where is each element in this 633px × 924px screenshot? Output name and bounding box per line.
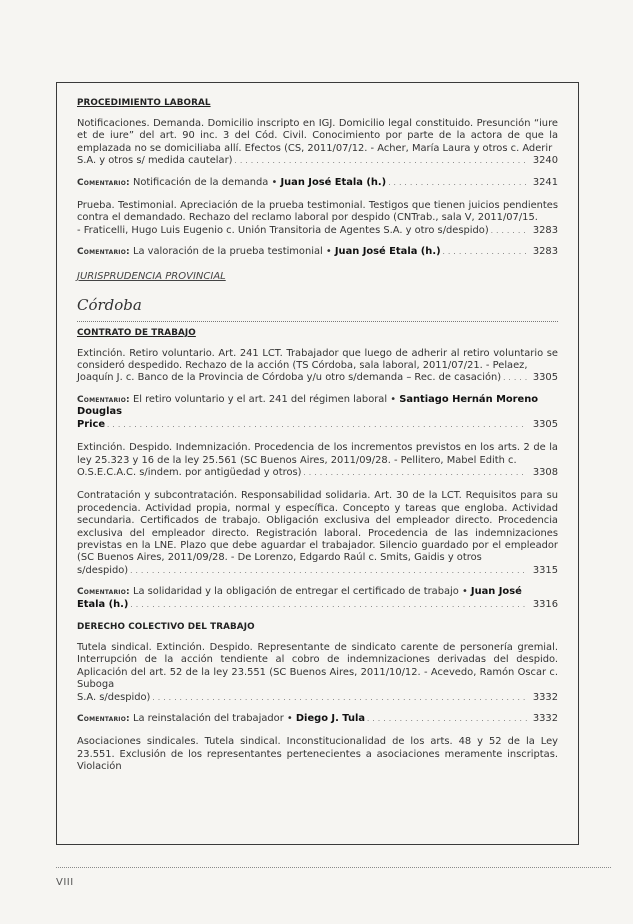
comment-entry	[77, 713, 558, 725]
page-number[interactable]: 3305	[532, 418, 558, 430]
page-number[interactable]: 3332	[532, 691, 558, 703]
entry-text: Asociaciones sindicales. Tutela sindical. Inconstitucionalidad de los arts. 48 y 52 de la Ley 23.551. Exclusión de los representantes pertenecientes a asociaciones meramente inscriptas. Violación	[77, 736, 558, 773]
dot-leader	[130, 565, 527, 577]
index-entry-extincion-retiro	[77, 348, 558, 373]
page-number[interactable]: 3283	[532, 246, 558, 258]
section-heading-contrato-de-trabajo: CONTRATO DE TRABAJO	[77, 327, 196, 338]
index-entry-contratacion	[77, 490, 558, 564]
comment-label: Comentario:	[77, 177, 130, 188]
dot-leader	[130, 599, 526, 611]
comment-author-cont: Etala (h.)	[77, 598, 129, 610]
entry-text: Contratación y subcontratación. Responsabilidad solidaria. Art. 30 de la LCT. Requisitos para su procedencia. Actividad propia, normal y específica. Concepto y tareas que engloba. Actividad secundaria. Certificados de trabajo. Obligación exclusiva del empleador directo. Procedencia exclusiva del empleador directo. Registración laboral. Procedencia de las indemnizaciones previstas en la LNE. Plazo que debe aguardar el trabajador. Silencio guardado por el empleador (SC Buenos Aires, 2011/09/28. - De Lorenzo, Edgardo Raúl c. Smits, Gaidis y otros	[77, 490, 558, 564]
index-entry-extincion-despido	[77, 442, 558, 467]
province-heading-cordoba: Córdoba	[77, 295, 142, 314]
section-heading-jurisprudencia-provincial: JURISPRUDENCIA PROVINCIAL	[77, 270, 226, 282]
comment-ref-line	[77, 419, 558, 431]
page-number[interactable]: 3315	[532, 564, 558, 576]
entry-text: Extinción. Retiro voluntario. Art. 241 LCT. Trabajador que luego de adherir al retiro voluntario se consideró despedido. Rechazo de la acción (TS Córdoba, sala laboral, 2011/07/21. - Pelaez,	[77, 347, 558, 372]
entry-last-line: Joaquín J. c. Banco de la Provincia de Córdoba y/u otro s/demanda – Rec. de casación)	[77, 372, 502, 384]
comment-title: La solidaridad y la obligación de entregar el certificado de trabajo •	[132, 586, 471, 598]
page-folio: VIII	[56, 877, 74, 888]
comment-author: Juan José Etala (h.)	[334, 246, 441, 258]
dotted-divider	[77, 321, 558, 322]
comment-title: Notificación de la demanda •	[132, 176, 281, 188]
comment-title: La reinstalación del trabajador •	[132, 713, 296, 724]
page-number[interactable]: 3241	[532, 176, 558, 188]
comment-title: La valoración de la prueba testimonial •	[132, 246, 335, 258]
index-entry-ref-line	[77, 565, 558, 577]
comment-author: Juan José Etala (h.)	[280, 176, 387, 188]
page-number[interactable]: 3305	[532, 372, 558, 384]
comment-entry	[77, 394, 558, 419]
index-entry-ref-line	[77, 692, 558, 704]
dot-leader	[303, 467, 526, 479]
entry-last-line: s/despido)	[77, 564, 129, 576]
section-heading-derecho-colectivo: DERECHO COLECTIVO DEL TRABAJO	[77, 621, 255, 632]
dot-leader	[367, 713, 527, 725]
page-number[interactable]: 3308	[532, 466, 558, 478]
dot-leader	[152, 692, 526, 704]
comment-author: Diego J. Tula	[295, 713, 366, 724]
index-entry-asociaciones-sindicales	[77, 736, 558, 773]
entry-last-line: S.A. y otros s/ medida cautelar)	[77, 155, 233, 167]
comment-author: Santiago Hernán Moreno Douglas	[77, 393, 539, 418]
entry-last-line: O.S.E.C.A.C. s/indem. por antigüedad y otros)	[77, 466, 302, 478]
entry-last-line: S.A. s/despido)	[77, 691, 151, 703]
page-number[interactable]: 3332	[532, 713, 558, 724]
index-entry-prueba	[77, 200, 558, 225]
entry-text: Tutela sindical. Extinción. Despido. Representante de sindicato carente de personería gremial. Interrupción de la acción tendiente al cobro de indemnizaciones derivadas del despido. Aplicación del art. 52 de la ley 23.551 (SC Buenos Aires, 2011/10/12. - Acevedo, Ramón Oscar c. Suboga	[77, 641, 558, 691]
index-box	[56, 82, 579, 845]
index-entry-notificaciones	[77, 118, 558, 155]
comment-label: Comentario:	[77, 247, 130, 258]
entry-text: Extinción. Despido. Indemnización. Procedencia de los incrementos previstos en los arts. 2 de la ley 25.323 y 16 de la ley 25.561 (SC Buenos Aires, 2011/09/28. - Pellitero, Mabel Edith c.	[77, 442, 558, 466]
page-number[interactable]: 3240	[532, 155, 558, 167]
comment-author-cont: Price	[77, 418, 106, 430]
comment-entry	[77, 246, 558, 258]
dot-leader	[503, 372, 527, 384]
page-number[interactable]: 3283	[532, 224, 558, 236]
index-entry-ref-line	[77, 467, 558, 479]
comment-label: Comentario:	[77, 714, 130, 724]
dot-leader	[443, 246, 527, 258]
entry-text: Prueba. Testimonial. Apreciación de la prueba testimonial. Testigos que tienen juicios pendientes contra el demandado. Rechazo del reclamo laboral por despido (CNTrab., sala V, 2011/07/15.	[77, 200, 558, 224]
dot-leader	[388, 177, 527, 189]
index-entry-ref-line	[77, 225, 558, 237]
footer-dotted-rule	[56, 867, 611, 868]
comment-entry	[77, 177, 558, 189]
dot-leader	[491, 225, 527, 237]
entry-last-line: - Fraticelli, Hugo Luis Eugenio c. Unión Transitoria de Agentes S.A. y otro s/despido)	[77, 224, 489, 236]
index-entry-ref-line	[77, 372, 558, 384]
index-entry-ref-line	[77, 155, 558, 167]
comment-author: Juan José	[470, 586, 522, 598]
index-entry-tutela-sindical	[77, 642, 558, 692]
comment-label: Comentario:	[77, 587, 130, 598]
dot-leader	[107, 419, 527, 431]
dot-leader	[235, 155, 527, 167]
comment-title: El retiro voluntario y el art. 241 del régimen laboral •	[132, 393, 400, 405]
comment-label: Comentario:	[77, 394, 130, 405]
entry-text: Notificaciones. Demanda. Domicilio inscripto en IGJ. Domicilio legal constituido. Presunción “iure et de iure” del art. 90 inc. 3 del Cód. Civil. Conocimiento por parte de la actora de que la emplazada no se domiciliaba allí. Efectos (CS, 2011/07/12. - Acher, María Laura y otros c. Aderir	[77, 118, 558, 154]
comment-ref-line	[77, 599, 558, 611]
comment-entry	[77, 586, 558, 598]
section-heading-procedimiento-laboral: PROCEDIMIENTO LABORAL	[77, 98, 211, 108]
page-number[interactable]: 3316	[532, 598, 558, 610]
